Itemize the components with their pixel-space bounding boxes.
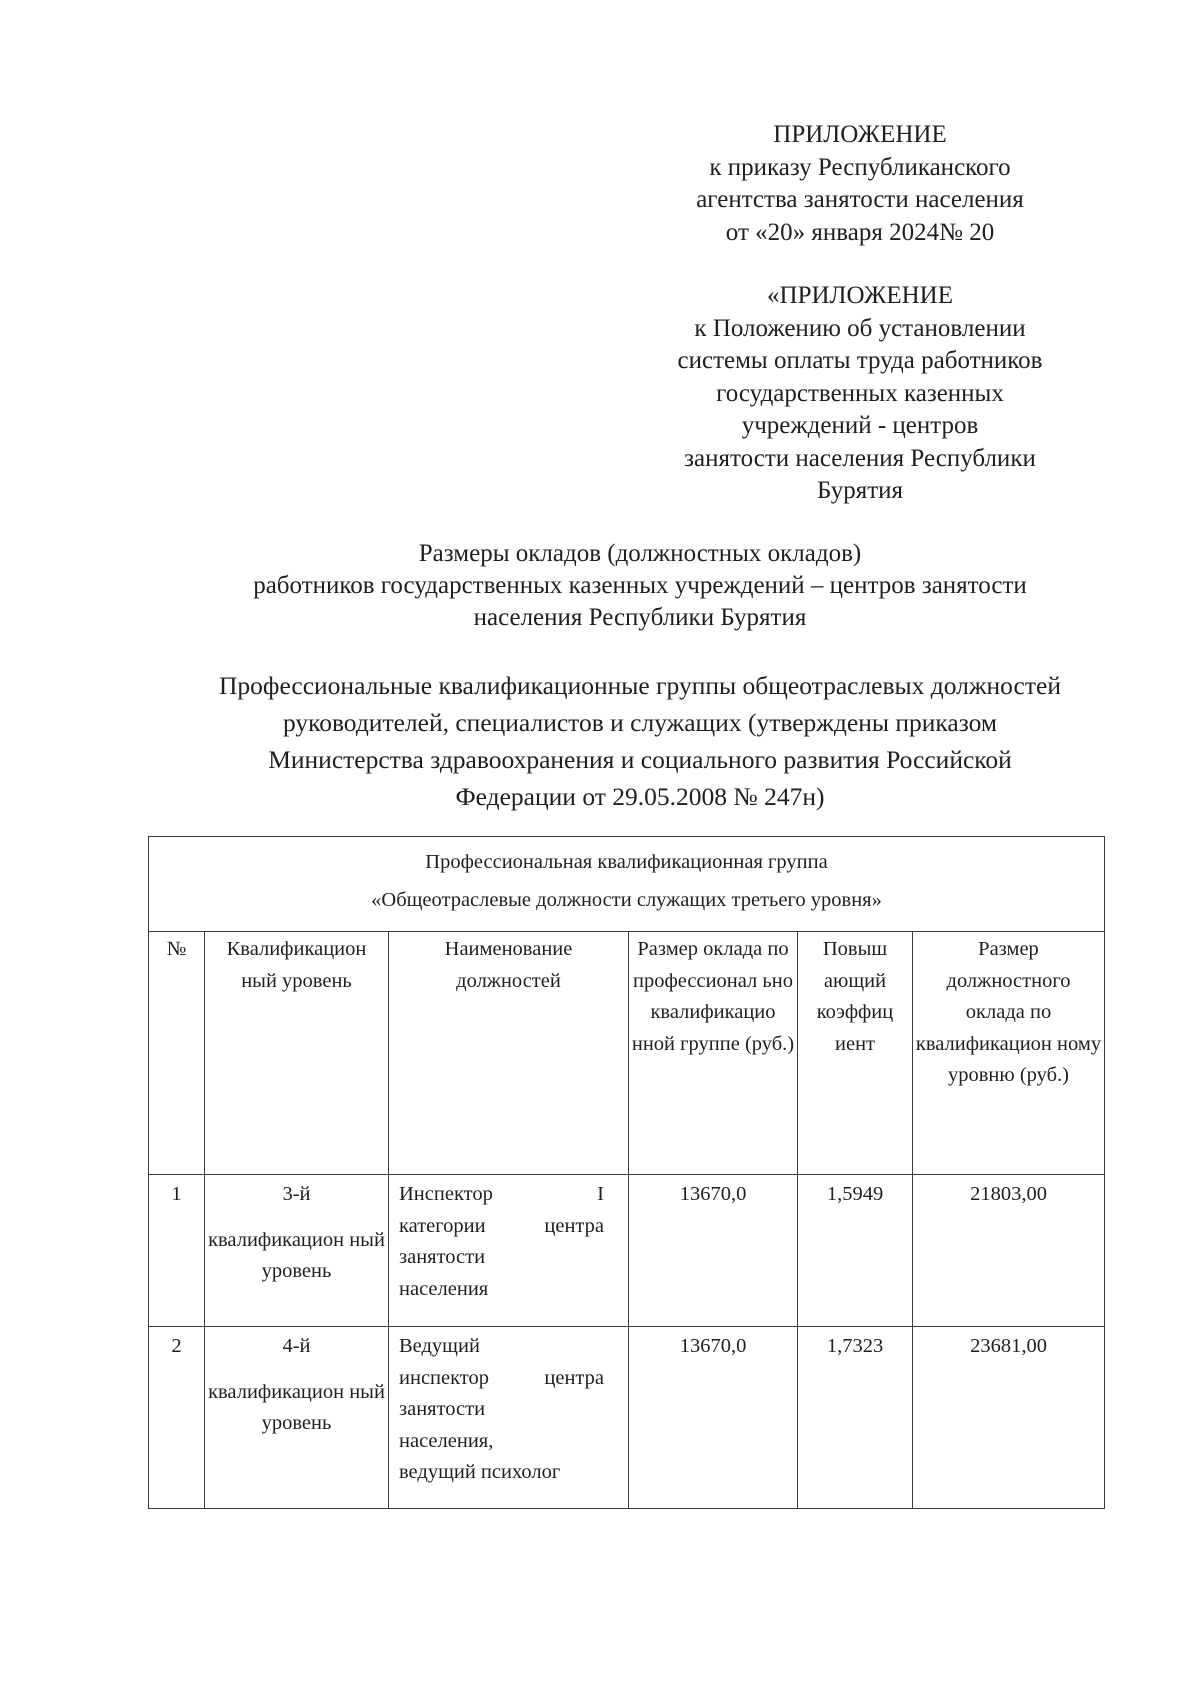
position-word: категории [399, 1214, 486, 1237]
row-salary: 21803,00 [913, 1175, 1105, 1327]
appendix-regulation-block [640, 280, 1080, 508]
header-name: Наименование должностей [389, 932, 629, 1175]
row-position-name [389, 1327, 629, 1509]
position-line [399, 1179, 604, 1211]
appendix-regulation-line: учреждений - центров [741, 412, 979, 439]
title-line: Размеры окладов (должностных окладов) [418, 540, 862, 567]
group-header-row [149, 837, 1105, 932]
header-base-salary: Размер оклада по профессионал ьно квалификацио нной группе (руб.) [629, 932, 798, 1175]
table-row [149, 1175, 1105, 1327]
position-line: занятости [399, 1246, 486, 1268]
appendix-order-line: ПРИЛОЖЕНИЕ [773, 121, 947, 148]
position-line: населения, [399, 1429, 494, 1452]
appendix-order-line: от «20» января 2024№ 20 [725, 218, 995, 246]
row-base-salary: 13670,0 [629, 1327, 798, 1509]
groups-heading-line: Профессиональные квалификационные группы общеотраслевых должностей [219, 671, 1061, 700]
level-number: 3-й [282, 1183, 311, 1205]
title-line: работников государственных казенных учреждений – центров занятости [253, 572, 1027, 599]
row-coefficient: 1,7323 [798, 1327, 913, 1509]
document-title [120, 538, 1160, 634]
table-row [149, 1327, 1105, 1509]
appendix-order-line: к приказу Республиканского [709, 153, 1011, 181]
row-num: 2 [149, 1327, 205, 1509]
title-line: населения Республики Бурятия [473, 604, 807, 631]
groups-heading-line: Министерства здравоохранения и социального развития Российской [268, 745, 1012, 774]
position-line: населения [399, 1277, 489, 1300]
row-position-name [389, 1175, 629, 1327]
position-word: инспектор [399, 1366, 489, 1389]
group-title: Профессиональная квалификационная группа [425, 851, 828, 873]
position-word: центра [544, 1366, 604, 1389]
groups-heading-line: руководителей, специалистов и служащих (утверждены приказом [282, 708, 998, 737]
appendix-order-block [640, 119, 1080, 249]
row-salary: 23681,00 [913, 1327, 1105, 1509]
appendix-regulation-line: системы оплаты труда работников [677, 347, 1043, 374]
appendix-order-line: агентства занятости населения [696, 186, 1024, 213]
position-line: занятости [399, 1398, 486, 1420]
position-word: Инспектор [399, 1183, 493, 1205]
level-number: 4-й [282, 1335, 311, 1357]
appendix-regulation-line: к Положению об установлении [694, 314, 1026, 342]
row-coefficient: 1,5949 [798, 1175, 913, 1327]
appendix-regulation-line: государственных казенных [716, 379, 1004, 407]
appendix-regulation-line: Бурятия [816, 477, 904, 504]
group-subtitle: «Общеотраслевые должности служащих третьего уровня» [371, 889, 882, 911]
group-header-cell [149, 837, 1105, 932]
groups-heading-line: Федерации от 29.05.2008 № 247н) [455, 782, 825, 811]
level-text: квалификацион ный уровень [208, 1380, 385, 1434]
level-text: квалификацион ный уровень [208, 1228, 385, 1282]
row-base-salary: 13670,0 [629, 1175, 798, 1327]
groups-heading [110, 667, 1170, 815]
position-line [399, 1211, 604, 1243]
salary-table [148, 836, 1105, 1509]
appendix-regulation-line: «ПРИЛОЖЕНИЕ [767, 282, 953, 309]
header-coefficient: Повыш ающий коэффиц иент [798, 932, 913, 1175]
header-salary: Размер должностного оклада по квалификацион ному уровню (руб.) [913, 932, 1105, 1175]
position-line: Ведущий [399, 1335, 480, 1357]
position-line [399, 1363, 604, 1395]
position-word: I [597, 1183, 604, 1205]
position-word: центра [544, 1214, 604, 1237]
header-num: № [149, 932, 205, 1175]
row-level [205, 1327, 389, 1509]
row-level [205, 1175, 389, 1327]
position-line: ведущий психолог [399, 1461, 561, 1483]
appendix-regulation-line: занятости населения Республики [684, 444, 1036, 472]
row-num: 1 [149, 1175, 205, 1327]
header-level: Квалификацион ный уровень [205, 932, 389, 1175]
column-header-row [149, 932, 1105, 1175]
